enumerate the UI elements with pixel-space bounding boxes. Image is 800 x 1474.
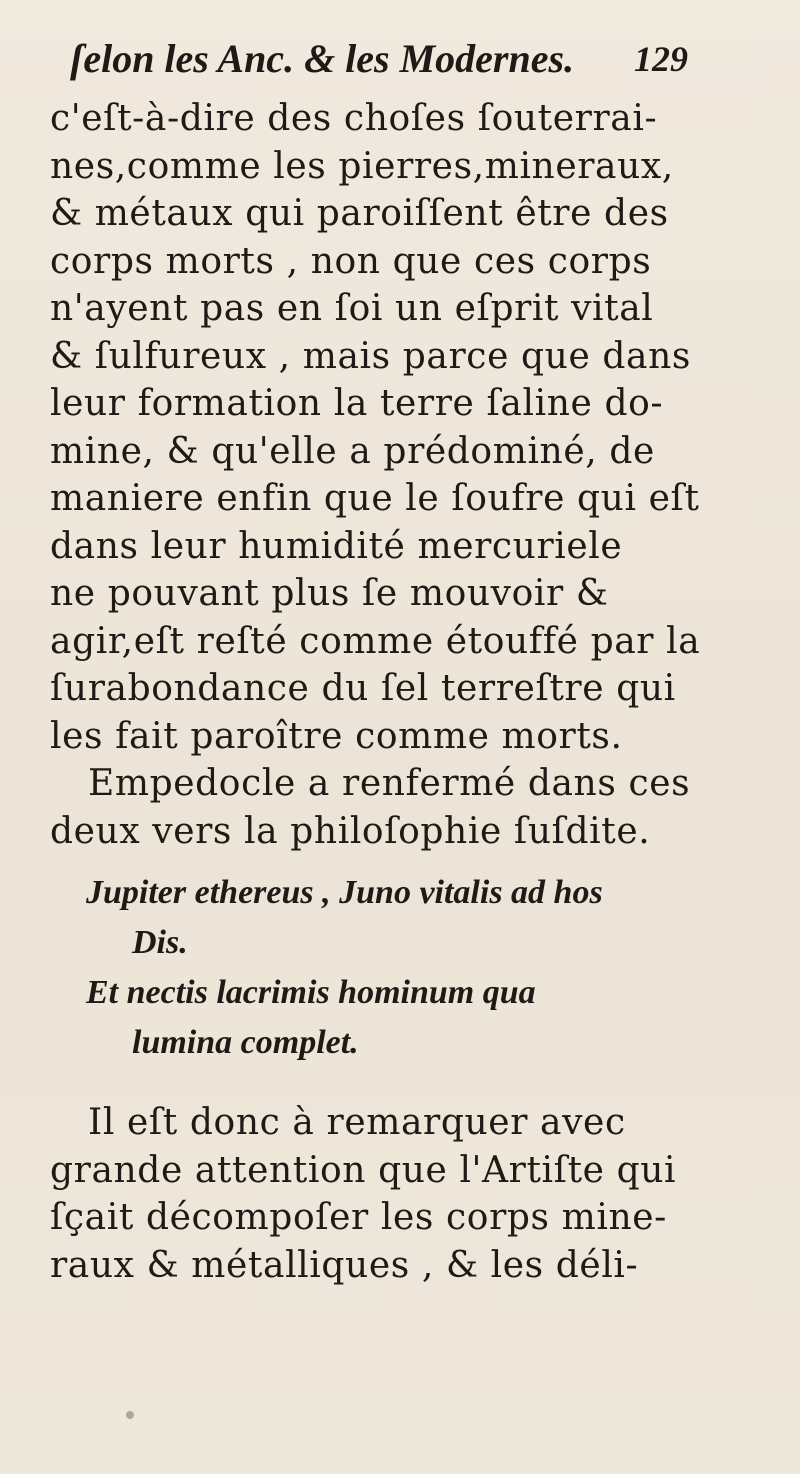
text-line: & ſulfureux , mais parce que dans bbox=[50, 335, 691, 377]
text-line: corps morts , non que ces corps bbox=[50, 240, 652, 282]
text-line: raux & métalliques , & les déli- bbox=[50, 1244, 639, 1286]
text-line: Empedocle a renfermé dans ces bbox=[88, 763, 691, 804]
verse-line: lumina complet. bbox=[132, 1024, 359, 1061]
verse-line: Dis. bbox=[132, 924, 188, 961]
text-line: & métaux qui paroiſſent être des bbox=[50, 193, 669, 234]
text-line: n'ayent pas en ſoi un eſprit vital bbox=[50, 288, 654, 329]
text-line: agir,eſt reſté comme étouffé par la bbox=[50, 620, 701, 662]
verse-line: Et nectis lacrimis hominum qua bbox=[86, 974, 536, 1011]
text-line: ſurabondance du ſel terreſtre qui bbox=[50, 668, 676, 709]
text-line: c'eſt-à-dire des choſes ſouterrai- bbox=[50, 98, 658, 139]
text-line: ſçait décompoſer les corps mine- bbox=[50, 1197, 667, 1238]
text-line: leur formation la terre ſaline do- bbox=[50, 383, 664, 424]
paragraph-3 bbox=[50, 1099, 690, 1289]
running-title: ſelon les Anc. & les Modernes. bbox=[70, 36, 575, 81]
page-number: 129 bbox=[634, 39, 688, 79]
text-line: mine, & qu'elle a prédominé, de bbox=[50, 430, 655, 472]
text-line: les fait paroître comme morts. bbox=[50, 715, 623, 757]
verse-line: Jupiter ethereus , Juno vitalis ad hos bbox=[86, 874, 603, 911]
text-line: nes,comme les pierres,mineraux, bbox=[50, 145, 674, 187]
text-line: Il eſt donc à remarquer avec bbox=[88, 1102, 626, 1143]
text-line: deux vers la philoſophie ſuſdite. bbox=[50, 810, 651, 852]
verse-quotation bbox=[50, 868, 690, 1068]
text-line: ne pouvant plus ſe mouvoir & bbox=[50, 573, 609, 614]
text-line: grande attention que l'Artiſte qui bbox=[50, 1149, 677, 1191]
ink-spot bbox=[126, 1411, 134, 1419]
text-line: maniere enfin que le ſoufre qui eſt bbox=[50, 478, 700, 519]
text-line: dans leur humidité mercuriele bbox=[50, 525, 623, 567]
paragraph-1 bbox=[50, 95, 701, 855]
